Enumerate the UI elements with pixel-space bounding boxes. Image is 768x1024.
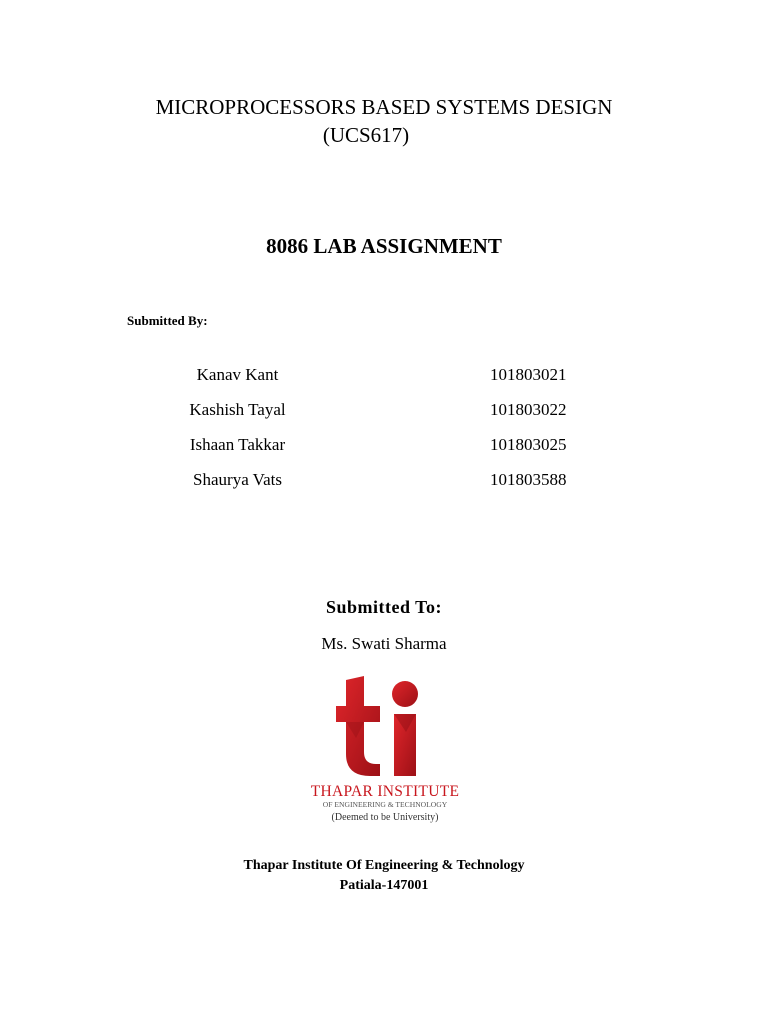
course-code: (UCS617) (322, 123, 410, 147)
institute-city: Patiala-147001 (339, 878, 429, 893)
member-roll: 101803588 (490, 470, 567, 489)
member-name: Ishaan Takkar (189, 435, 286, 454)
member-name: Kashish Tayal (189, 400, 286, 419)
member-row (0, 365, 768, 389)
member-name: Shaurya Vats (193, 470, 282, 489)
logo-subtitle: OF ENGINEERING & TECHNOLOGY (322, 800, 448, 809)
logo-tagline: (Deemed to be University) (331, 812, 439, 823)
assignment-title: 8086 LAB ASSIGNMENT (266, 234, 502, 258)
course-title: MICROPROCESSORS BASED SYSTEMS DESIGN (155, 95, 613, 119)
submitted-by-label: Submitted By: (127, 313, 208, 328)
teacher-name: Ms. Swati Sharma (321, 634, 447, 653)
thapar-institute-logo (300, 672, 470, 828)
logo-name: THAPAR INSTITUTE (310, 783, 460, 800)
member-row (0, 470, 768, 494)
member-row (0, 435, 768, 459)
institute-name: Thapar Institute Of Engineering & Technology (243, 858, 525, 873)
ti-mark-icon (336, 676, 418, 776)
member-roll: 101803021 (490, 365, 567, 384)
member-roll: 101803025 (490, 435, 567, 454)
member-row (0, 400, 768, 424)
submitted-to-label: Submitted To: (325, 597, 443, 617)
member-roll: 101803022 (490, 400, 567, 419)
member-name: Kanav Kant (196, 365, 279, 384)
